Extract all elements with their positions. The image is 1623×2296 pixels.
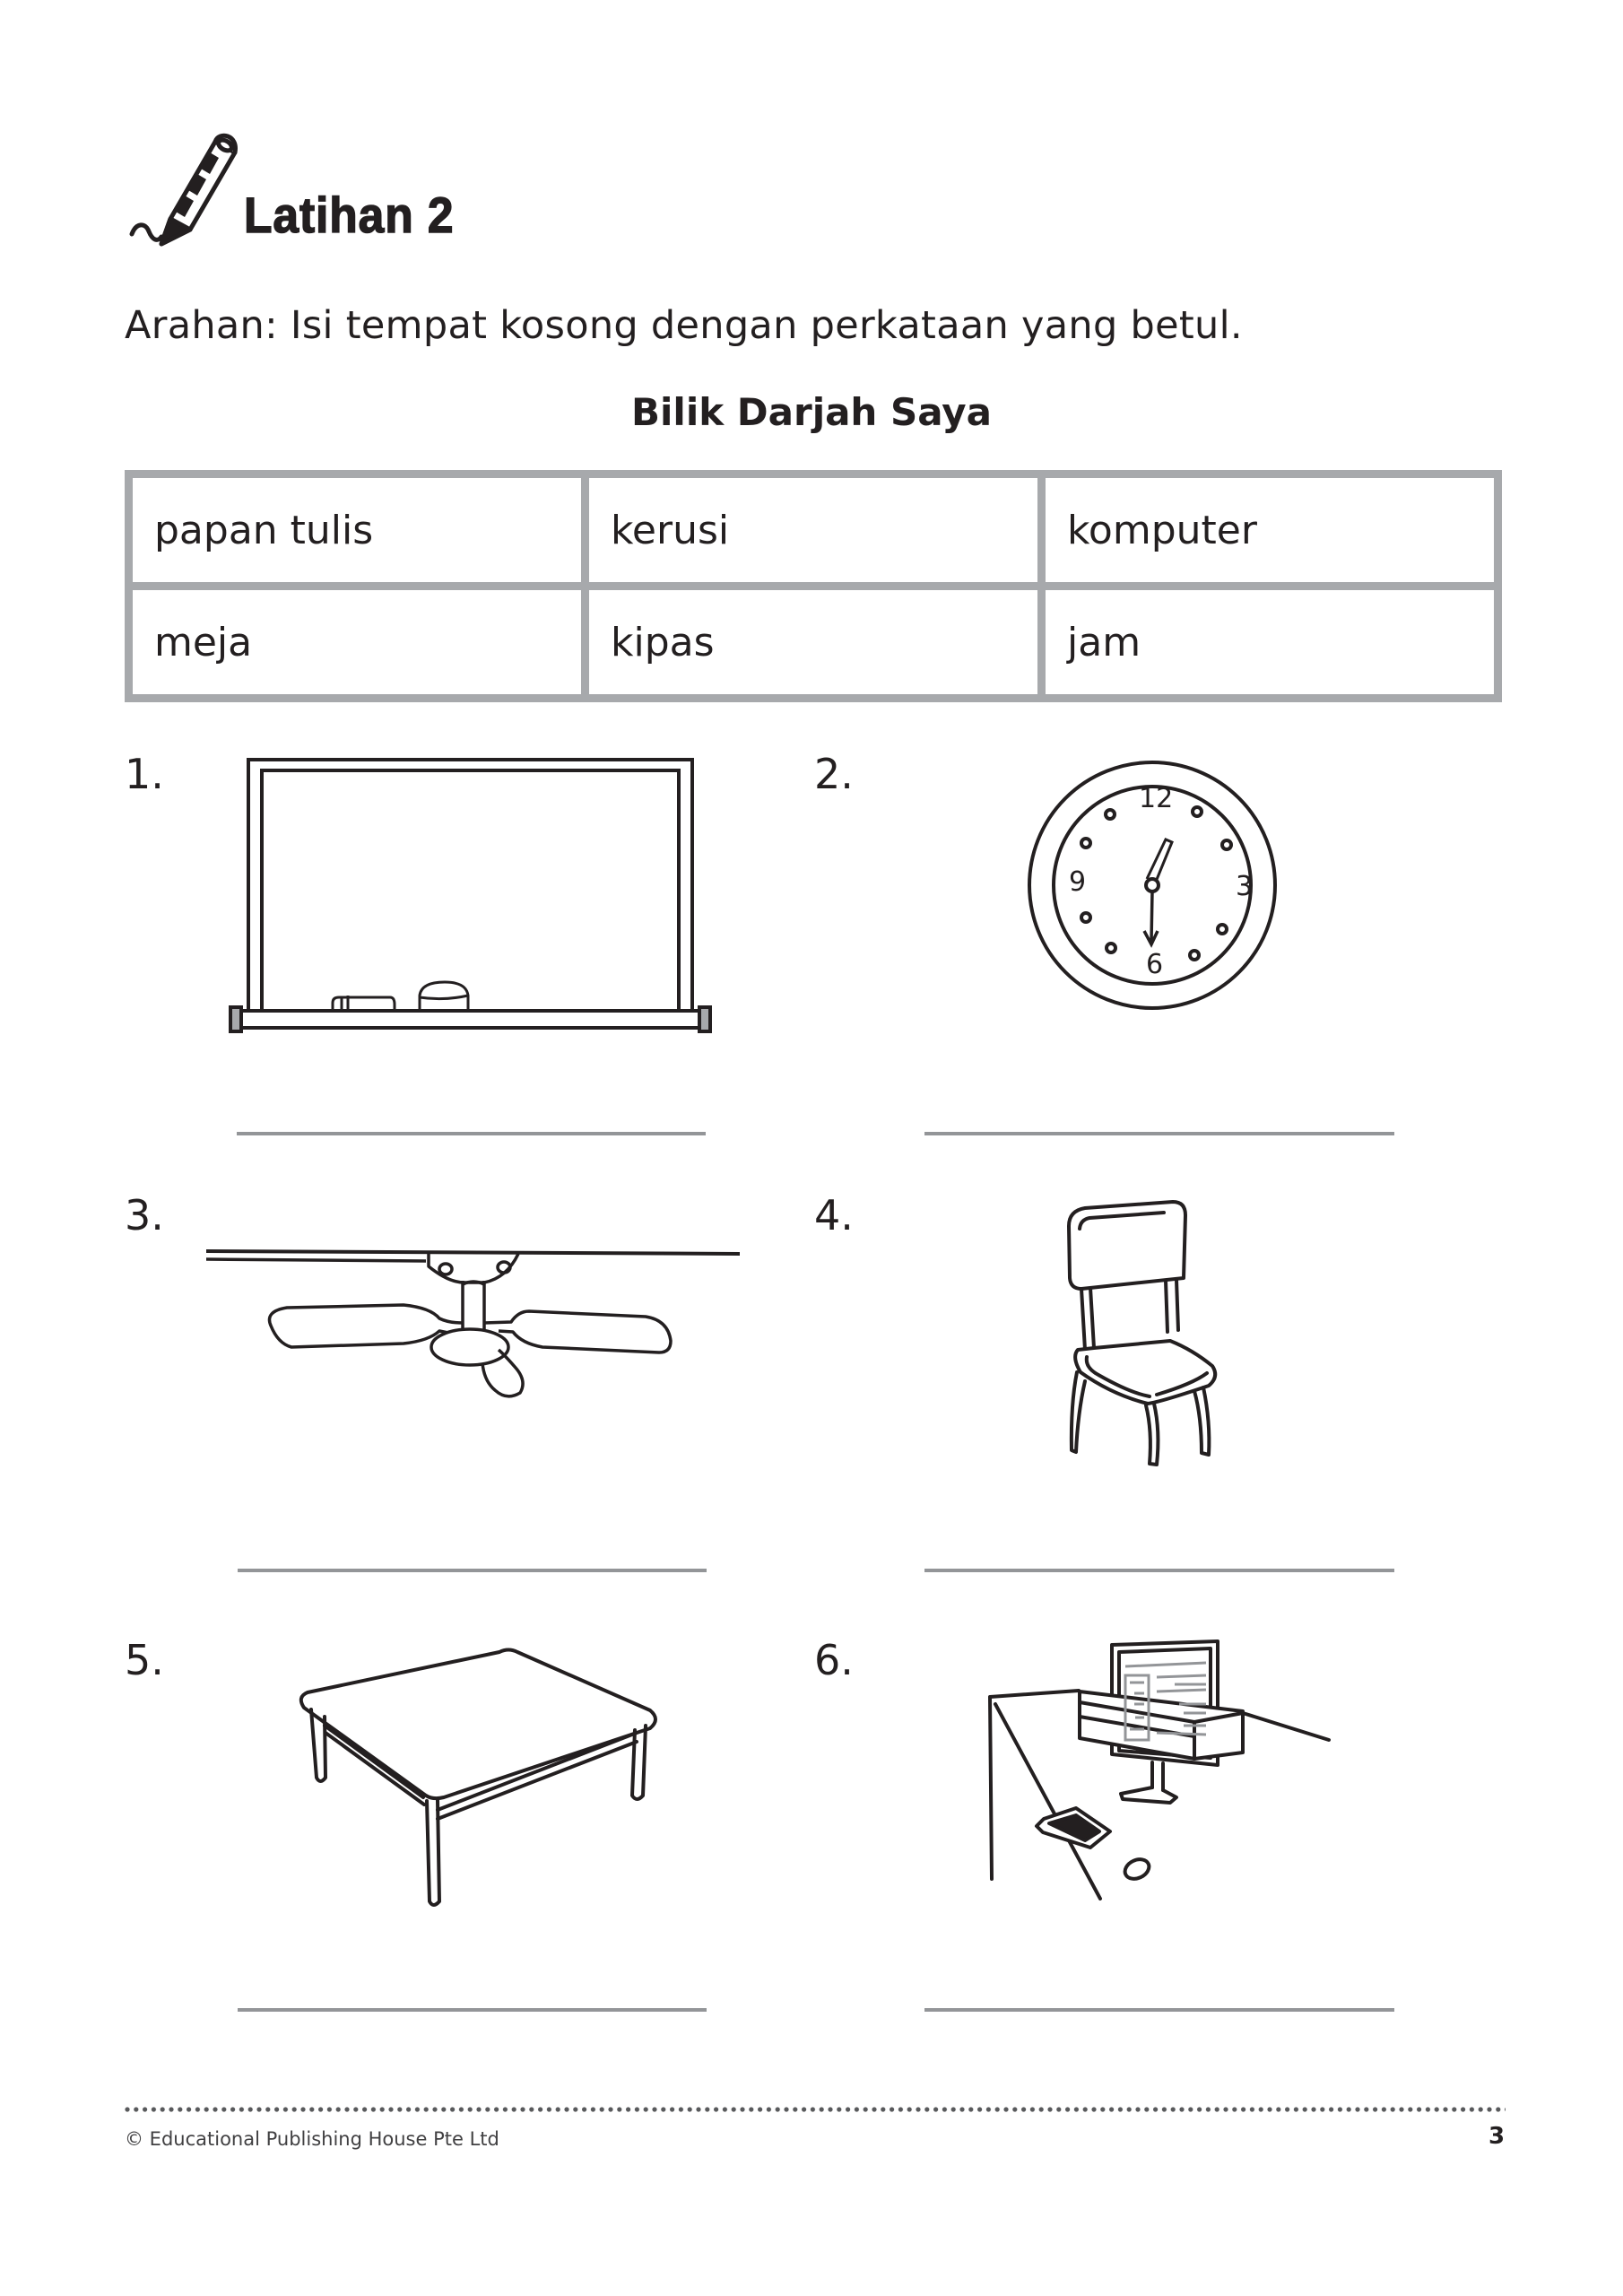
instruction-text: Arahan: Isi tempat kosong dengan perkataan yang betul.: [125, 303, 1243, 348]
answer-line[interactable]: [238, 1569, 707, 1572]
blackboard-illustration: [224, 753, 726, 1040]
word-bank-cell: papan tulis: [129, 474, 586, 587]
word-bank-title: Bilik Darjah Saya: [631, 390, 992, 434]
answer-line[interactable]: [238, 2008, 707, 2012]
computer-illustration: [986, 1639, 1336, 1909]
clock-numeral: 6: [1146, 949, 1164, 980]
ceiling-fan-illustration: [197, 1238, 753, 1435]
question-number: 3.: [125, 1191, 164, 1239]
exercise-title: Latihan 2: [244, 187, 455, 243]
answer-line[interactable]: [237, 1132, 706, 1135]
clock-numeral: 12: [1139, 783, 1174, 814]
clock-illustration: [1022, 753, 1291, 1022]
answer-line[interactable]: [924, 2008, 1394, 2012]
word-bank-cell: meja: [129, 587, 586, 699]
table-row: [129, 587, 1498, 699]
word-bank-cell: kipas: [586, 587, 1042, 699]
question-number: 5.: [125, 1636, 164, 1684]
question-number: 4.: [814, 1191, 854, 1239]
table-illustration: [291, 1643, 668, 1921]
word-bank-cell: kerusi: [586, 474, 1042, 587]
copyright-text: © Educational Publishing House Pte Ltd: [125, 2128, 499, 2150]
pencil-icon: [126, 122, 244, 253]
answer-line[interactable]: [924, 1132, 1394, 1135]
clock-numeral: 9: [1069, 866, 1087, 898]
question-number: 6.: [814, 1636, 854, 1684]
word-bank-cell: komputer: [1042, 474, 1498, 587]
chair-illustration: [1058, 1197, 1264, 1475]
page-number: 3: [1488, 2123, 1506, 2150]
answer-line[interactable]: [924, 1569, 1394, 1572]
question-number: 2.: [814, 750, 854, 798]
clock-numeral: 3: [1236, 871, 1254, 902]
table-row: [129, 474, 1498, 587]
word-bank-table: [125, 470, 1502, 702]
question-number: 1.: [125, 750, 164, 798]
word-bank-cell: jam: [1042, 587, 1498, 699]
footer-divider: [125, 2104, 1506, 2115]
